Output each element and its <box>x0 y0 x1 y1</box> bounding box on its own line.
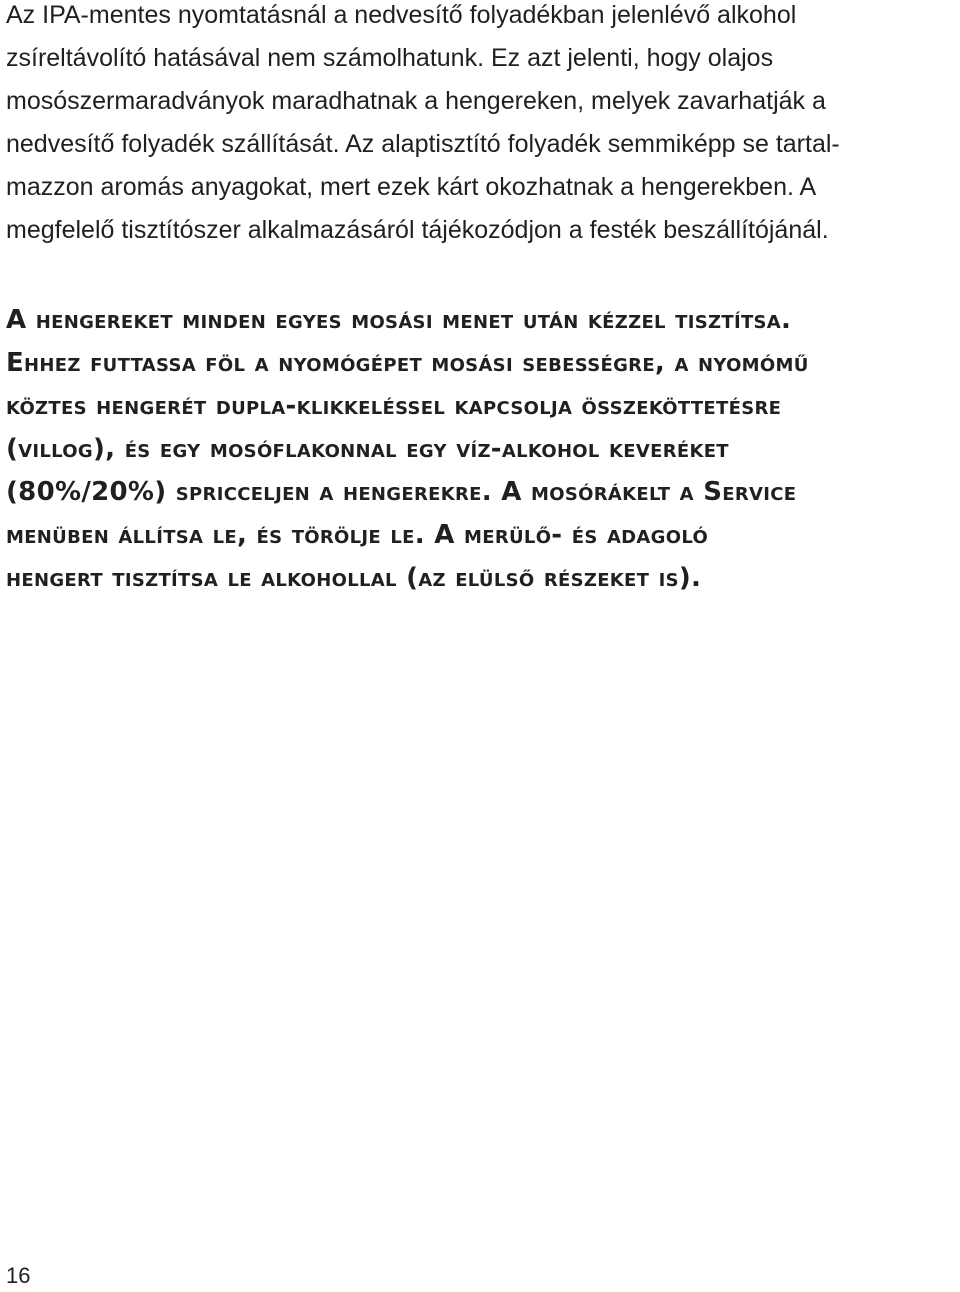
text-line: nedvesítő folyadék szállítását. Az alaptisztító folyadék semmiképp se tartal- <box>6 130 840 158</box>
paragraph-roller-cleaning-instructions <box>6 299 956 600</box>
paragraph-ipa-free-printing <box>6 0 956 252</box>
text-line: köztes hengerét dupla-klikkeléssel kapcsolja összeköttetésre <box>6 391 782 421</box>
text-line: zsíreltávolító hatásával nem számolhatunk. Ez azt jelenti, hogy olajos <box>6 44 774 72</box>
text-line: A hengereket minden egyes mosási menet után kézzel tisztítsa. <box>6 305 792 335</box>
text-line: megfelelő tisztítószer alkalmazásáról tájékozódjon a festék beszállítójánál. <box>6 216 829 244</box>
page-number: 16 <box>6 1263 31 1288</box>
text-line: (villog), és egy mosóflakonnal egy víz-alkohol keveréket <box>6 434 729 464</box>
text-line: Az IPA-mentes nyomtatásnál a nedvesítő folyadékban jelenlévő alkohol <box>6 1 797 29</box>
text-line: mazzon aromás anyagokat, mert ezek kárt okozhatnak a hengerekben. A <box>6 173 817 201</box>
text-line: menüben állítsa le, és törölje le. A merülő- és adagoló <box>6 520 709 550</box>
text-line: mosószermaradványok maradhatnak a hengereken, melyek zavarhatják a <box>6 87 826 115</box>
text-line: Ehhez futtassa föl a nyomógépet mosási sebességre, a nyomómű <box>6 348 809 378</box>
text-line: hengert tisztítsa le alkohollal (az elülső részeket is). <box>6 563 702 593</box>
text-line: (80%/20%) spricceljen a hengerekre. A mosórákelt a Service <box>6 477 797 507</box>
